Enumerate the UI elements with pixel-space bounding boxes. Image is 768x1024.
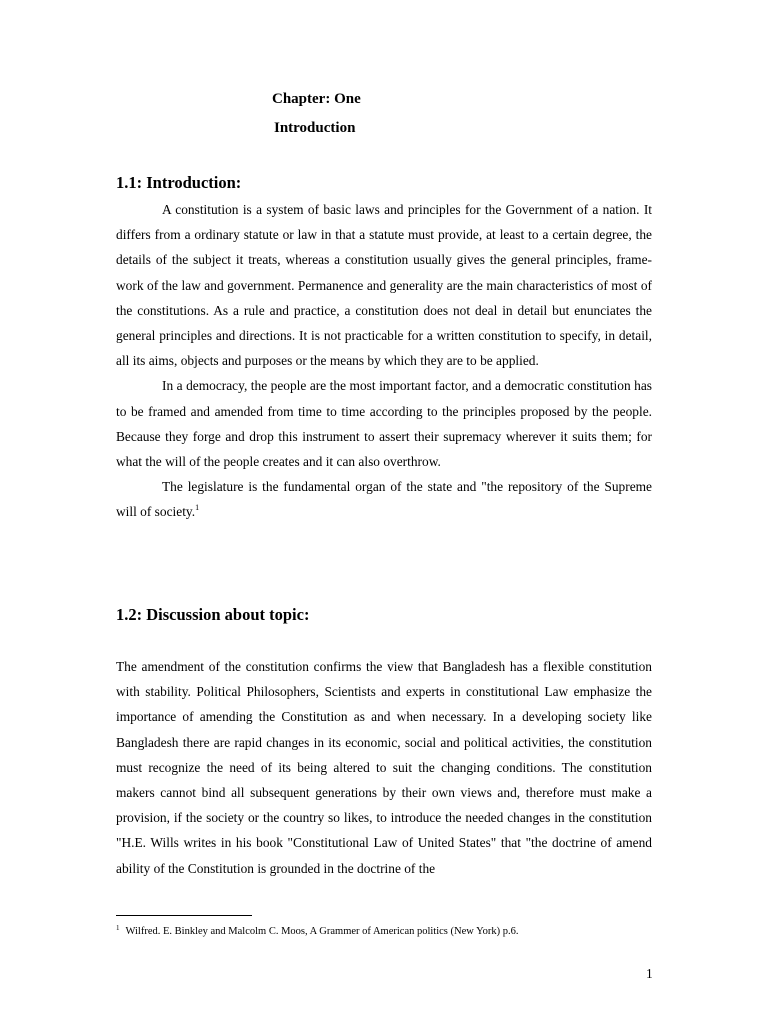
section-body-discussion bbox=[116, 654, 652, 881]
footnote-separator bbox=[116, 915, 252, 916]
section-heading-discussion: 1.2: Discussion about topic: bbox=[116, 605, 310, 624]
paragraph-text: The legislature is the fundamental organ of the state and "the repository of the Supreme will of society. bbox=[116, 479, 652, 520]
footnote-mark: 1 bbox=[116, 924, 120, 932]
paragraph: A constitution is a system of basic laws and principles for the Government of a nation. It differs from a ordinary statute or law in that a statute must provide, at least to a certain degree, the details of the subject it treats, whereas a constitution usually gives the general principles, frame-work of the law and government. Permanence and generality are the main characteristics of most of the constitutions. As a rule and practice, a constitution does not deal in detail but enunciates the general principles and directions. It is not practicable for a written constitution to specify, in detail, all its aims, objects and purposes or the means by which they are to be applied. bbox=[116, 202, 652, 369]
chapter-heading: Chapter: One bbox=[272, 91, 361, 107]
paragraph-text: In a democracy, the people are the most important factor, and a democratic constitution has to be framed and amended from time to time according to the principles proposed by the people. Because they forge and drop this instrument to assert their supremacy wherever it suits them; for what the will of the people creates and it can also overthrow. bbox=[116, 378, 652, 470]
paragraph bbox=[116, 373, 652, 474]
chapter-subtitle: Introduction bbox=[274, 120, 356, 136]
section-body-introduction bbox=[116, 197, 652, 525]
footnote-text: Wilfred. E. Binkley and Malcolm C. Moos, A Grammer of American politics (New York) p.6. bbox=[125, 926, 519, 937]
footnote-reference[interactable]: 1 bbox=[195, 503, 200, 513]
footnote bbox=[116, 920, 676, 940]
page-number: 1 bbox=[646, 966, 653, 981]
paragraph bbox=[116, 474, 652, 524]
section-heading-introduction: 1.1: Introduction: bbox=[116, 173, 242, 192]
paragraph: The amendment of the constitution confirms the view that Bangladesh has a flexible constitution with stability. Political Philosophers, Scientists and experts in constitutional Law emphasize the importance of amending the Constitution as and when necessary. In a developing society like Bangladesh there are rapid changes in its economic, social and political activities, the constitution must recognize the need of its being altered to suit the changing conditions. The constitution makers cannot bind all subsequent generations by their own views and, therefore must make a provision, if the society or the country so likes, to introduce the needed changes in the constitution "H.E. Wills writes in his book "Constitutional Law of United States" that "the doctrine of amend ability of the Constitution is grounded in the doctrine of the bbox=[116, 659, 652, 876]
